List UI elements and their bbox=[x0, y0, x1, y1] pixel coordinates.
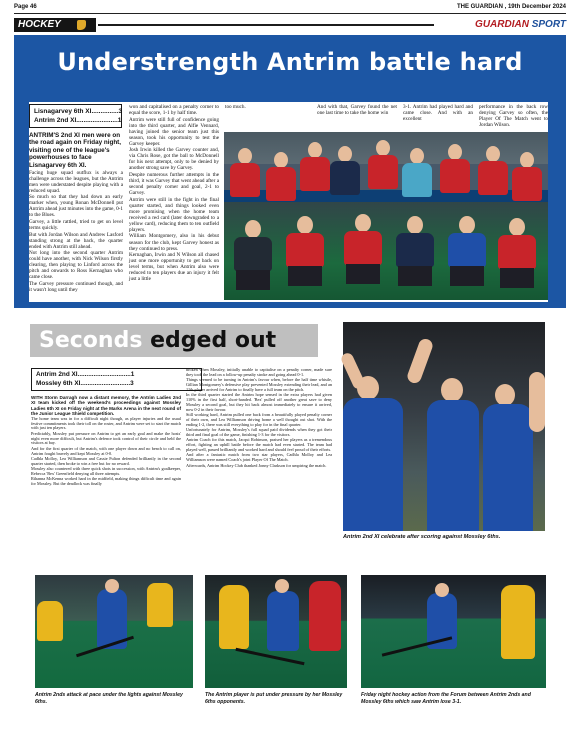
paragraph: Unfortunately for Antrim, Mossley's full squad paid dividends when they got their third and final goal of the game, finishing 1-3 for the visitors. bbox=[186, 427, 332, 437]
action-photo-2 bbox=[205, 575, 347, 688]
team-player bbox=[496, 218, 538, 298]
paragraph: Predictably, Mossley put pressure on Antrim to get an early goal and make the hosts' night even more difficult, but Antrim's defence took control of their circle and held the visitors at bay. bbox=[31, 430, 181, 446]
player-kit bbox=[501, 585, 535, 659]
paragraph: too much. bbox=[225, 104, 246, 110]
story-understrength-antrim bbox=[14, 35, 566, 308]
section-tag bbox=[14, 18, 96, 32]
team-player bbox=[298, 142, 332, 222]
paragraph: performance in the back row denying Garvey so often, the Player Of The Match went to Jordan Wilson. bbox=[479, 104, 548, 129]
team-player bbox=[232, 220, 274, 300]
section-divider bbox=[98, 24, 434, 26]
team-player bbox=[366, 140, 400, 220]
paragraph: Kernaghan, Irwin and N Wilson all chased just one more opportunity to get back on level terms, but when Antrim also were reduced to ten players due an injury it felt just a little bbox=[129, 252, 219, 283]
section-bar bbox=[14, 18, 566, 32]
player-head bbox=[275, 579, 289, 593]
paragraph: Still working hard, Antrim pulled one back from a beautifully played penalty corner of their own, and Lea Williamson driving home a well thought out shot. With the ending 1-2, there was still everything to play for in the final quarter. bbox=[186, 412, 332, 427]
team-photo bbox=[224, 132, 548, 300]
paragraph: Afterwards, Antrim Hockey Club thanked Jonny Clarkson for umpiring the match. bbox=[186, 462, 327, 468]
paragraph: The home team was in for a difficult night though, as player injuries and the usual festive commitments took their toll on the roster, and Antrim were set to start the match with just ten players. bbox=[31, 415, 181, 431]
player-kit bbox=[267, 591, 299, 651]
guardian-sport-logo bbox=[438, 18, 566, 32]
raised-arm bbox=[529, 372, 545, 432]
raised-arm bbox=[406, 337, 435, 385]
headline-part-white: Seconds bbox=[39, 328, 143, 353]
paragraph: And for the first quarter of the match, with one player down and no bench to call on, Antrim fought bravely and kept Mossley at 0-0. bbox=[31, 445, 181, 456]
story2-column-right bbox=[186, 368, 332, 564]
paragraph: won and capitalised on a penalty corner to equal the score, 1-1 by half time. bbox=[129, 104, 219, 117]
story2-headline bbox=[30, 324, 318, 357]
story2-scorebox bbox=[31, 368, 202, 391]
story1-column-1 bbox=[29, 132, 123, 300]
score-line: Antrim 2nd XI..............................1 bbox=[36, 371, 135, 378]
team-player bbox=[394, 216, 436, 296]
paragraph: 3-1. Antrim had played hard and came close. And with an excellent bbox=[403, 104, 473, 123]
paragraph: But with Jordan Wilson and Andrew Lasford standing strong at the back, the quarter ended with Antrim still ahead. bbox=[29, 231, 123, 250]
paragraph: Despite numerous further attempts in the third, it was Garvey that went ahead after a second penalty corner and goal, 2-1 to Garvey. bbox=[129, 172, 219, 197]
player-kit bbox=[427, 400, 479, 531]
story1-column-3 bbox=[225, 104, 311, 112]
bottom-caption-2: The Antrim player is put under pressure by her Mossley 6ths opponents. bbox=[205, 692, 343, 705]
paragraph: Antrim were still full of confidence going into the third quarter, and Alfie Vennard, having joined the senior team just this season, took his opportunity to test the Garvey keeper. bbox=[129, 116, 219, 147]
paragraph: Garvey, a little rattled, tried to get on level terms quickly. bbox=[29, 218, 123, 231]
player-head bbox=[357, 376, 379, 400]
score-line: Antrim 2nd XI.......................1 bbox=[34, 117, 122, 124]
paragraph: So much so that they had down an early marker when, young Ronan McDonnell put Antrim ahead just minutes into the game, 0-1 to the Blues. bbox=[29, 194, 123, 219]
paragraph: Not long into the second quarter Antrim could have another, with Nick Wilson firstly clearing, then playing to Linford across the pitch and onwards to Ross Kernaghan who came close. bbox=[29, 250, 123, 281]
paragraph: Facing huge squad outflux is always a challenge across the leagues, but the Antrim men were understated despite playing with a reduced squad. bbox=[29, 169, 123, 194]
paragraph: ANTRIM'S 2nd XI men were on the road again on Friday night, visiting one of the league's powerhouses to face Lisnagarvey 6th XI. bbox=[29, 132, 122, 169]
player-head bbox=[435, 583, 449, 597]
paragraph: WITH Storm Darragh now a distant memory, the Antrim Ladies 2nd XI team kicked off the weekend's proceedings against Mossley Ladies 6th XI on Friday night at the Marks Arena in the next round of the Junior League Shield competition. bbox=[31, 395, 181, 416]
player-kit bbox=[219, 585, 249, 649]
score-line: Mossley 6th XI............................3 bbox=[36, 379, 134, 387]
brand-sport: SPORT bbox=[531, 19, 566, 30]
player-kit bbox=[37, 601, 63, 641]
paragraph: And after a fantastic match from two star players, Cadhla Molloy and Lea Williamson were named Coach's joint Player Of The Match. bbox=[186, 452, 332, 463]
score-line: Lisnagarvey 6th XI...............3 bbox=[34, 108, 123, 115]
paragraph: In the third quarter started the Antrim hope sensed in the extra players had given 110% in the first half, short-handed. 'Bex' pulled off another great save to deny Mossley a second goal, but they hit back almost immediately to ensure it arrived, now 0-2 in their favour. bbox=[186, 392, 332, 412]
action-photo-1 bbox=[35, 575, 193, 688]
story1-column-5 bbox=[403, 104, 473, 123]
player-kit bbox=[483, 404, 533, 531]
story1-column-2 bbox=[129, 104, 219, 300]
story2-column-left bbox=[31, 395, 181, 562]
header-rule bbox=[14, 13, 566, 14]
paragraph: Cadhla Molloy, Lea Williamson and Cassie Fulton defended brilliantly in the second quarter started, then broke to win a free but for no reward. bbox=[31, 455, 181, 466]
bottom-caption-1: Antrim 2nds attack at pace under the lights against Mossley 6ths. bbox=[35, 692, 183, 705]
headline-part-dark: edged out bbox=[150, 328, 277, 353]
player-head bbox=[105, 579, 119, 593]
team-player bbox=[228, 148, 262, 228]
team-player bbox=[284, 216, 326, 296]
action-photo-3 bbox=[361, 575, 546, 688]
paragraph: Mossley also countered with three quick shots in succession, with Antrim's goalkeeper, Rebecca 'Bex' Greenfield denying all three attempts. bbox=[31, 466, 181, 476]
team-player bbox=[342, 214, 384, 294]
brand-guardian: GUARDIAN bbox=[475, 19, 529, 30]
paragraph: And with that, Garvey found the net one last time to take the home win bbox=[317, 104, 397, 117]
bottom-caption-3: Friday night hockey action from the Forum between Antrim 2nds and Mossley 6ths which saw Antrim lose 3-1. bbox=[361, 692, 531, 705]
team-player bbox=[446, 216, 488, 296]
paragraph: Antrim were still in the fight in the final quarter started, and things looked even more promising when the home team received a red card (later downgraded to a yellow card), reducing them to ten outfield players. bbox=[129, 196, 219, 233]
story1-body bbox=[29, 102, 548, 302]
celebration-caption: Antrim 2nd XI celebrate after scoring against Mossley 6ths. bbox=[343, 534, 501, 540]
publication-date: THE GUARDIAN , 19th December 2024 bbox=[456, 4, 566, 10]
player-head bbox=[495, 384, 515, 406]
player-kit bbox=[309, 581, 341, 651]
paragraph: Antrim Coach for this match, Jacqui Robinson, praised her players as a tremendous effort, fighting an uphill battle before the match had even started. The team had played well, passed brilliantly and worked hard and should feel proud of their efforts. bbox=[186, 437, 332, 452]
section-tag-label: HOCKEY bbox=[18, 19, 61, 30]
player-head bbox=[441, 378, 463, 402]
player-kit bbox=[147, 583, 173, 627]
celebration-photo bbox=[343, 322, 545, 531]
page-number: Page 46 bbox=[14, 4, 37, 10]
paragraph: Josh Irwin killed the Garvey counter and, via Chris Rose, got the ball to McDonnell for his next attempt, only to be denied by another strong save by Garvey. bbox=[129, 147, 219, 172]
story1-column-6 bbox=[479, 104, 548, 130]
story1-column-4 bbox=[317, 104, 397, 117]
story1-headline: Understrength Antrim battle hard bbox=[57, 48, 523, 76]
player-kit bbox=[343, 398, 403, 531]
paragraph: Things seemed to be turning in Antrim's favour when, before the half time whistle, Gillian Montgomery's defensive play prevented Mossley extending their lead, and an 11th player arrived for Antrim to finally have a full team on the pitch. bbox=[186, 377, 332, 392]
paragraph: William Montgomery, also in his debut season for the club, kept Garvey honest as they continued to press. bbox=[129, 233, 219, 252]
hockey-stick-icon bbox=[77, 20, 86, 30]
paragraph: The Garvey pressure continued though, and it wasn't long until they bbox=[29, 280, 123, 293]
paragraph: Rihanna McKenna worked hard in the midfield, making things difficult time and again for Mossley. But the deadlock was finally bbox=[31, 476, 181, 487]
team-player bbox=[476, 146, 510, 226]
team-player bbox=[438, 144, 472, 224]
paragraph: broken when Mossley, initially unable to capitalise on a penalty corner, made sure they took the lead on a follow-up penalty stroke and going ahead 0-1. bbox=[186, 367, 332, 377]
story1-scorebox bbox=[29, 104, 122, 128]
